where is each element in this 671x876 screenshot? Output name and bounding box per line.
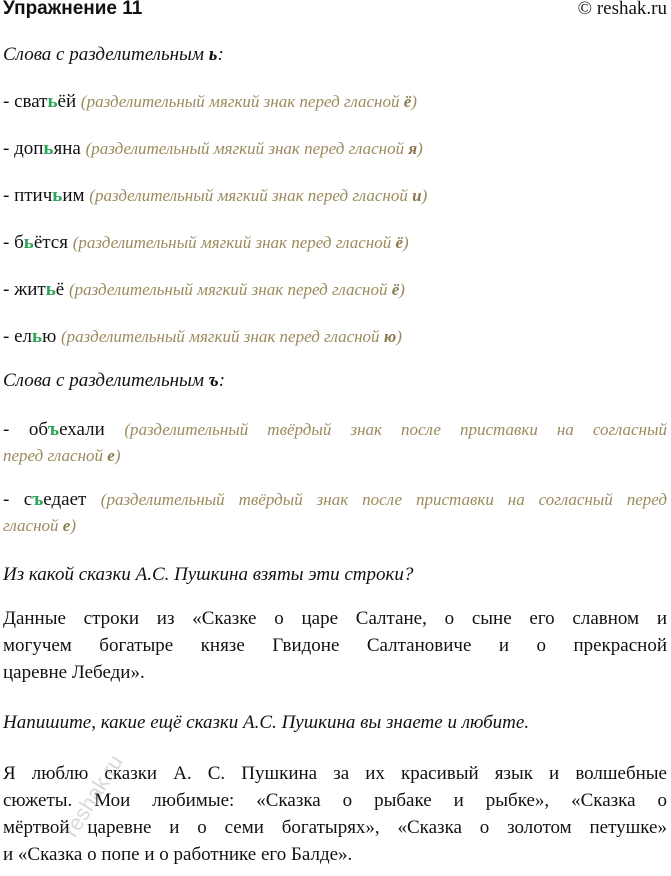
soft-sign-item: - сватьёй (разделительный мягкий знак перед гласной ё) bbox=[3, 91, 417, 112]
exercise-title: Упражнение 11 bbox=[3, 0, 143, 19]
soft-sign-item: - птичьим (разделительный мягкий знак перед гласной и) bbox=[3, 185, 428, 206]
soft-sign-item: - житьё (разделительный мягкий знак перед гласной ё) bbox=[3, 279, 405, 300]
soft-sign-heading: Слова с разделительным ь: bbox=[3, 44, 224, 65]
question-1: Из какой сказки А.С. Пушкина взяты эти строки? bbox=[3, 564, 414, 585]
hard-sign-item: - съедает (разделительный твёрдый знак после приставки на согласный перед гласной е) bbox=[3, 489, 668, 535]
rule-note: (разделительный мягкий знак перед гласной ю) bbox=[61, 327, 402, 346]
answer-2: Я люблю сказки А. С. Пушкина за их красивый язык и волшебные сюжеты. Мои любимые: «Сказка о рыбаке и рыбке», «Сказка о мёртвой царевне и о семи богатырях», «Сказка о золотом петушке» и «Сказка о попе и о работнике его Балде». bbox=[3, 763, 667, 865]
hard-sign-heading: Слова с разделительным ъ: bbox=[3, 370, 226, 391]
answer-1: Данные строки из «Сказке о царе Салтане, о сыне его славном и могучем богатыре князе Гвидоне Салтановиче и о прекрасной царевне Лебеди». bbox=[3, 608, 667, 683]
watermark: reshak.ru bbox=[58, 750, 128, 842]
rule-note: (разделительный мягкий знак перед гласной ё) bbox=[80, 92, 417, 111]
page-header bbox=[3, 0, 667, 22]
soft-sign-item: - допьяна (разделительный мягкий знак перед гласной я) bbox=[3, 138, 423, 159]
question-2: Напишите, какие ещё сказки А.С. Пушкина вы знаете и любите. bbox=[3, 712, 530, 733]
rule-note: (разделительный мягкий знак перед гласной я) bbox=[85, 139, 423, 158]
soft-sign-item: - бьётся (разделительный мягкий знак перед гласной ё) bbox=[3, 232, 409, 253]
hard-sign-item: - объехали (разделительный твёрдый знак после приставки на согласный перед гласной е) bbox=[3, 419, 667, 465]
rule-note: (разделительный мягкий знак перед гласной ё) bbox=[72, 233, 409, 252]
rule-note: (разделительный мягкий знак перед гласной ё) bbox=[68, 280, 405, 299]
soft-sign-item: - елью (разделительный мягкий знак перед гласной ю) bbox=[3, 326, 402, 347]
site-credit: © reshak.ru bbox=[577, 0, 667, 19]
rule-note: (разделительный мягкий знак перед гласной и) bbox=[89, 186, 428, 205]
